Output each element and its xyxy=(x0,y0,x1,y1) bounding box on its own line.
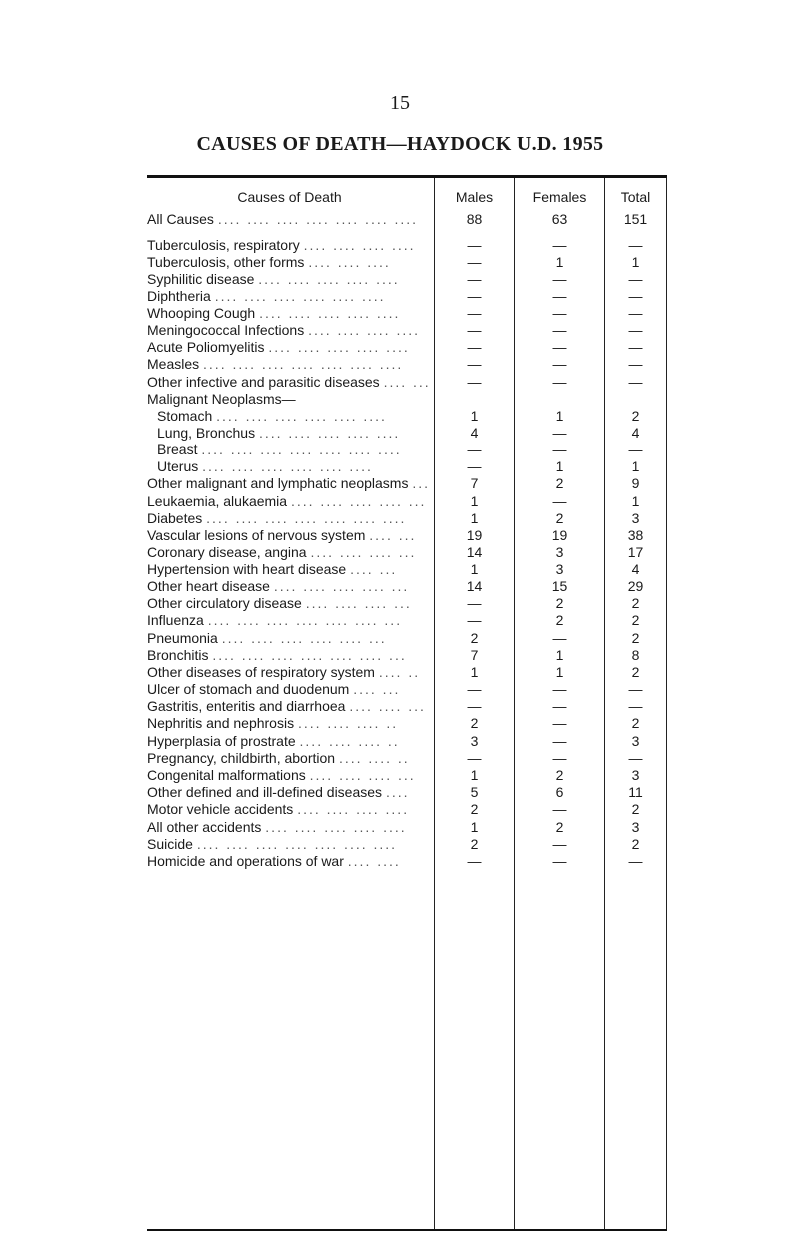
table-row xyxy=(147,493,667,510)
table-row xyxy=(147,391,667,408)
females-cell: — xyxy=(552,681,567,697)
leader-dots: .... ... xyxy=(350,561,398,577)
table-row xyxy=(147,819,667,836)
leader-dots: .... .... .... .... .... .... .... xyxy=(217,211,419,227)
males-cell: 1 xyxy=(470,664,479,680)
females-cell: 2 xyxy=(555,767,564,783)
females-cell: — xyxy=(552,237,567,253)
cause-cell xyxy=(147,425,432,442)
cause-cell xyxy=(147,578,432,595)
cause-label: Leukaemia, alukaemia xyxy=(147,493,288,509)
leader-dots: .... .... .... .... .... .... .... xyxy=(196,836,398,852)
total-cell: — xyxy=(628,322,643,338)
females-cell: — xyxy=(552,733,567,749)
leader-dots: .... .... .... .... xyxy=(303,237,416,253)
cause-cell xyxy=(147,374,432,391)
leader-dots: .... .... xyxy=(347,853,401,869)
header-total: Total xyxy=(620,189,651,205)
females-cell: 19 xyxy=(551,527,568,543)
cause-label: Motor vehicle accidents xyxy=(147,801,294,817)
table-row xyxy=(147,681,667,698)
leader-dots: .... .... .... .... .... xyxy=(265,819,407,835)
cause-label: Vascular lesions of nervous system xyxy=(147,527,366,543)
leader-dots: .... .... .... .... .... .... .... xyxy=(203,356,404,372)
cause-label: Other infective and parasitic diseases xyxy=(147,374,380,390)
table-row xyxy=(147,647,667,664)
cause-label: Meningococcal Infections xyxy=(147,322,305,338)
table-row xyxy=(147,578,667,595)
cause-cell xyxy=(147,458,432,475)
total-cell: — xyxy=(628,288,643,304)
females-cell: — xyxy=(552,493,567,509)
cause-label: Bronchitis xyxy=(147,647,209,663)
cause-cell xyxy=(147,391,432,408)
males-cell: — xyxy=(467,254,482,270)
females-cell: 1 xyxy=(555,664,564,680)
males-cell: — xyxy=(467,441,482,457)
females-cell: 2 xyxy=(555,819,564,835)
total-cell: 3 xyxy=(631,819,640,835)
leader-dots: .... .... .... .. xyxy=(299,733,400,749)
females-cell: 2 xyxy=(555,595,564,611)
total-cell: 1 xyxy=(631,458,640,474)
males-cell: — xyxy=(467,681,482,697)
leader-dots: .... .... .... .... .... .... .... xyxy=(201,441,402,457)
cause-cell xyxy=(147,664,432,681)
leader-dots: .... .... .. xyxy=(338,750,410,766)
total-cell: — xyxy=(628,374,643,390)
leader-dots: .... .... .... .... .... .... .... xyxy=(206,510,407,526)
cause-cell xyxy=(147,339,432,356)
females-cell: 1 xyxy=(555,254,564,270)
total-cell: 11 xyxy=(628,784,643,800)
total-cell: — xyxy=(628,356,643,372)
males-cell: 1 xyxy=(470,408,479,424)
total-cell: 9 xyxy=(631,475,640,491)
males-cell: 1 xyxy=(470,510,479,526)
leader-dots: .... .... .... .... .... .... xyxy=(214,288,386,304)
cause-label: Pneumonia xyxy=(147,630,218,646)
cause-cell xyxy=(147,305,432,322)
table-row xyxy=(147,237,667,254)
females-cell: — xyxy=(552,750,567,766)
males-cell: — xyxy=(467,595,482,611)
females-cell: 1 xyxy=(555,408,564,424)
females-cell: 3 xyxy=(555,561,564,577)
cause-cell xyxy=(147,561,432,578)
males-cell: — xyxy=(467,237,482,253)
leader-dots: .... .... .... .... xyxy=(297,801,410,817)
table-row xyxy=(147,612,667,629)
total-cell: — xyxy=(628,681,643,697)
total-cell: — xyxy=(628,853,643,869)
males-cell: — xyxy=(467,853,482,869)
females-cell: — xyxy=(552,698,567,714)
cause-cell xyxy=(147,527,432,544)
males-cell: 14 xyxy=(466,544,483,560)
females-cell: — xyxy=(552,836,567,852)
females-cell: 1 xyxy=(555,458,564,474)
males-cell: — xyxy=(467,356,482,372)
males-cell: — xyxy=(467,271,482,287)
total-cell: 17 xyxy=(627,544,644,560)
cause-cell xyxy=(147,595,432,612)
total-cell: 151 xyxy=(623,211,648,227)
cause-cell xyxy=(147,819,432,836)
total-cell: 3 xyxy=(631,510,640,526)
table-row xyxy=(147,374,667,391)
total-cell: 2 xyxy=(631,836,640,852)
males-cell: — xyxy=(467,339,482,355)
table-row xyxy=(147,801,667,818)
table-row xyxy=(147,458,667,475)
table-row xyxy=(147,561,667,578)
page-title: CAUSES OF DEATH—HAYDOCK U.D. 1955 xyxy=(196,133,604,155)
cause-label: Malignant Neoplasms— xyxy=(147,391,296,407)
cause-cell xyxy=(147,836,432,853)
cause-label: Other malignant and lymphatic neoplasms xyxy=(147,475,409,491)
cause-label: Influenza xyxy=(147,612,204,628)
cause-label: Pregnancy, childbirth, abortion xyxy=(147,750,336,766)
cause-label: Homicide and operations of war xyxy=(147,853,344,869)
females-cell: 63 xyxy=(551,211,568,227)
causes-of-death-table xyxy=(147,175,667,1235)
table-top-rule xyxy=(147,175,667,178)
cause-label: Uterus xyxy=(157,458,199,474)
cause-cell xyxy=(147,647,432,664)
leader-dots: .... .... .... .... .... .... xyxy=(216,408,387,424)
leader-dots: .... .... .... xyxy=(308,254,391,270)
cause-cell xyxy=(147,681,432,698)
males-cell: — xyxy=(467,374,482,390)
page-number: 15 xyxy=(390,92,410,114)
females-cell: — xyxy=(552,305,567,321)
table-row xyxy=(147,322,667,339)
cause-cell xyxy=(147,715,432,732)
males-cell: — xyxy=(467,458,482,474)
total-cell: — xyxy=(628,698,643,714)
leader-dots: .... .... .... .... .... .... ... xyxy=(207,612,403,628)
leader-dots: .... ... xyxy=(369,527,417,543)
males-cell: 4 xyxy=(470,425,479,441)
leader-dots: .... ... xyxy=(383,374,431,390)
header-females: Females xyxy=(532,189,587,205)
cause-label: Coronary disease, angina xyxy=(147,544,307,560)
total-cell: 1 xyxy=(631,254,640,270)
males-cell: — xyxy=(467,698,482,714)
total-cell: 8 xyxy=(631,647,640,663)
females-cell: — xyxy=(552,801,567,817)
females-cell: — xyxy=(552,322,567,338)
cause-label: Other heart disease xyxy=(147,578,270,594)
males-cell: 7 xyxy=(470,475,479,491)
males-cell: 1 xyxy=(470,819,479,835)
cause-label: Tuberculosis, respiratory xyxy=(147,237,300,253)
cause-cell xyxy=(147,510,432,527)
cause-label: Suicide xyxy=(147,836,193,852)
total-cell: 4 xyxy=(631,425,640,441)
table-row xyxy=(147,595,667,612)
leader-dots: .... .... .... ... xyxy=(309,767,416,783)
males-cell: 1 xyxy=(470,561,479,577)
total-cell: 2 xyxy=(631,715,640,731)
males-cell: 19 xyxy=(466,527,483,543)
cause-cell xyxy=(147,784,432,801)
table-row xyxy=(147,853,667,870)
females-cell: 2 xyxy=(555,510,564,526)
total-cell: 3 xyxy=(631,767,640,783)
cause-cell xyxy=(147,750,432,767)
cause-label: Nephritis and nephrosis xyxy=(147,715,295,731)
table-row xyxy=(147,733,667,750)
cause-cell xyxy=(147,441,432,458)
leader-dots: .... .... .... .... .... .... xyxy=(202,458,373,474)
females-cell: 6 xyxy=(555,784,564,800)
leader-dots: .... .... .... .... .... xyxy=(258,425,401,441)
total-cell: 1 xyxy=(631,493,640,509)
males-cell: — xyxy=(467,322,482,338)
leader-dots: .... .... .... .... .... .... ... xyxy=(212,647,407,663)
cause-cell xyxy=(147,408,432,425)
total-cell: 3 xyxy=(631,733,640,749)
cause-cell xyxy=(147,237,432,254)
total-cell: 29 xyxy=(627,578,644,594)
males-cell: 3 xyxy=(470,733,479,749)
cause-label: Other diseases of respiratory system xyxy=(147,664,375,680)
leader-dots: .... .... .... .... xyxy=(308,322,420,338)
cause-label: All other accidents xyxy=(147,819,262,835)
total-cell: 38 xyxy=(627,527,644,543)
cause-cell xyxy=(147,254,432,271)
cause-label: Hyperplasia of prostrate xyxy=(147,733,296,749)
total-cell: 2 xyxy=(631,595,640,611)
females-cell: 2 xyxy=(555,475,564,491)
table-row xyxy=(147,356,667,373)
cause-cell xyxy=(147,767,432,784)
males-cell: 2 xyxy=(470,630,479,646)
males-cell: 2 xyxy=(470,801,479,817)
females-cell: — xyxy=(552,853,567,869)
table-row xyxy=(147,271,667,288)
table-row xyxy=(147,408,667,425)
cause-label: Stomach xyxy=(157,408,213,424)
males-cell: 1 xyxy=(470,767,479,783)
leader-dots: .... xyxy=(385,784,410,800)
table-row xyxy=(147,527,667,544)
table-row xyxy=(147,836,667,853)
females-cell: 15 xyxy=(551,578,568,594)
total-cell: 2 xyxy=(631,630,640,646)
males-cell: — xyxy=(467,750,482,766)
females-cell: — xyxy=(552,271,567,287)
leader-dots: .... .... .... .... ... xyxy=(290,493,427,509)
males-cell: 1 xyxy=(470,493,479,509)
males-cell: 2 xyxy=(470,836,479,852)
total-cell: 4 xyxy=(631,561,640,577)
cause-label: Congenital malformations xyxy=(147,767,306,783)
cause-cell xyxy=(147,271,432,288)
leader-dots: .... .... ... xyxy=(349,698,426,714)
table-row xyxy=(147,698,667,715)
total-cell: — xyxy=(628,750,643,766)
cause-cell xyxy=(147,356,432,373)
table-row xyxy=(147,664,667,681)
females-cell: — xyxy=(552,374,567,390)
cause-cell xyxy=(147,211,432,228)
males-cell: — xyxy=(467,612,482,628)
females-cell: — xyxy=(552,715,567,731)
header-causes: Causes of Death xyxy=(237,189,342,205)
females-cell: — xyxy=(552,288,567,304)
leader-dots: .... ... xyxy=(353,681,401,697)
females-cell: — xyxy=(552,356,567,372)
cause-label: Other defined and ill-defined diseases xyxy=(147,784,383,800)
cause-label: Other circulatory disease xyxy=(147,595,302,611)
table-header-row xyxy=(147,189,667,206)
table-bottom-rule xyxy=(147,1229,667,1231)
males-cell: 2 xyxy=(470,715,479,731)
table-row xyxy=(147,305,667,322)
males-cell: — xyxy=(467,305,482,321)
females-cell: 1 xyxy=(555,647,564,663)
total-cell: — xyxy=(628,305,643,321)
females-cell: 3 xyxy=(555,544,564,560)
table-row xyxy=(147,475,667,492)
cause-cell xyxy=(147,288,432,305)
cause-cell xyxy=(147,322,432,339)
header-males: Males xyxy=(455,189,494,205)
total-cell: 2 xyxy=(631,612,640,628)
cause-cell xyxy=(147,853,432,870)
leader-dots: .... .... .... .... ... xyxy=(273,578,410,594)
table-row xyxy=(147,715,667,732)
leader-dots: .... .... .... .. xyxy=(297,715,399,731)
total-cell: — xyxy=(628,271,643,287)
total-cell: 2 xyxy=(631,408,640,424)
total-cell: 2 xyxy=(631,664,640,680)
males-cell: 88 xyxy=(466,211,483,227)
cause-label: Acute Poliomyelitis xyxy=(147,339,265,355)
leader-dots: .... .... .... .... .... xyxy=(268,339,410,355)
leader-dots: .... .... .... .... .... xyxy=(258,271,400,287)
table-row xyxy=(147,425,667,442)
cause-label: Gastritis, enteritis and diarrhoea xyxy=(147,698,346,714)
cause-label: Tuberculosis, other forms xyxy=(147,254,305,270)
males-cell: — xyxy=(467,288,482,304)
males-cell: 14 xyxy=(466,578,483,594)
leader-dots: .... .... .... .... .... xyxy=(259,305,401,321)
cause-cell xyxy=(147,801,432,818)
table-row xyxy=(147,767,667,784)
total-cell: — xyxy=(628,237,643,253)
cause-cell xyxy=(147,698,432,715)
cause-label: Whooping Cough xyxy=(147,305,256,321)
table-row xyxy=(147,510,667,527)
table-row xyxy=(147,544,667,561)
cause-cell xyxy=(147,544,432,561)
females-cell: — xyxy=(552,425,567,441)
cause-cell xyxy=(147,475,432,492)
cause-cell xyxy=(147,630,432,647)
cause-label: Diabetes xyxy=(147,510,203,526)
females-cell: — xyxy=(552,339,567,355)
table-row xyxy=(147,630,667,647)
leader-dots: .... .... .... .... .... ... xyxy=(221,630,387,646)
cause-label: Ulcer of stomach and duodenum xyxy=(147,681,350,697)
females-cell: — xyxy=(552,441,567,457)
males-cell: 7 xyxy=(470,647,479,663)
leader-dots: .... .... .... ... xyxy=(305,595,412,611)
cause-label: All Causes xyxy=(147,211,214,227)
total-cell: — xyxy=(628,339,643,355)
cause-label: Hypertension with heart disease xyxy=(147,561,347,577)
cause-cell xyxy=(147,493,432,510)
cause-label: Lung, Bronchus xyxy=(157,425,256,441)
females-cell: 2 xyxy=(555,612,564,628)
table-row xyxy=(147,339,667,356)
females-cell: — xyxy=(552,630,567,646)
table-row xyxy=(147,784,667,801)
males-cell: 5 xyxy=(470,784,479,800)
cause-label: Diphtheria xyxy=(147,288,211,304)
table-row xyxy=(147,288,667,305)
leader-dots: .... .... .... ... xyxy=(310,544,417,560)
cause-label: Measles xyxy=(147,356,200,372)
cause-cell xyxy=(147,612,432,629)
cause-label: Syphilitic disease xyxy=(147,271,255,287)
table-row xyxy=(147,441,667,458)
total-cell: — xyxy=(628,441,643,457)
table-row xyxy=(147,750,667,767)
cause-label: Breast xyxy=(157,441,198,457)
leader-dots: .... .. xyxy=(378,664,421,680)
table-row xyxy=(147,211,667,228)
table-row xyxy=(147,254,667,271)
leader-dots: ... xyxy=(412,475,431,491)
total-cell: 2 xyxy=(631,801,640,817)
cause-cell xyxy=(147,733,432,750)
